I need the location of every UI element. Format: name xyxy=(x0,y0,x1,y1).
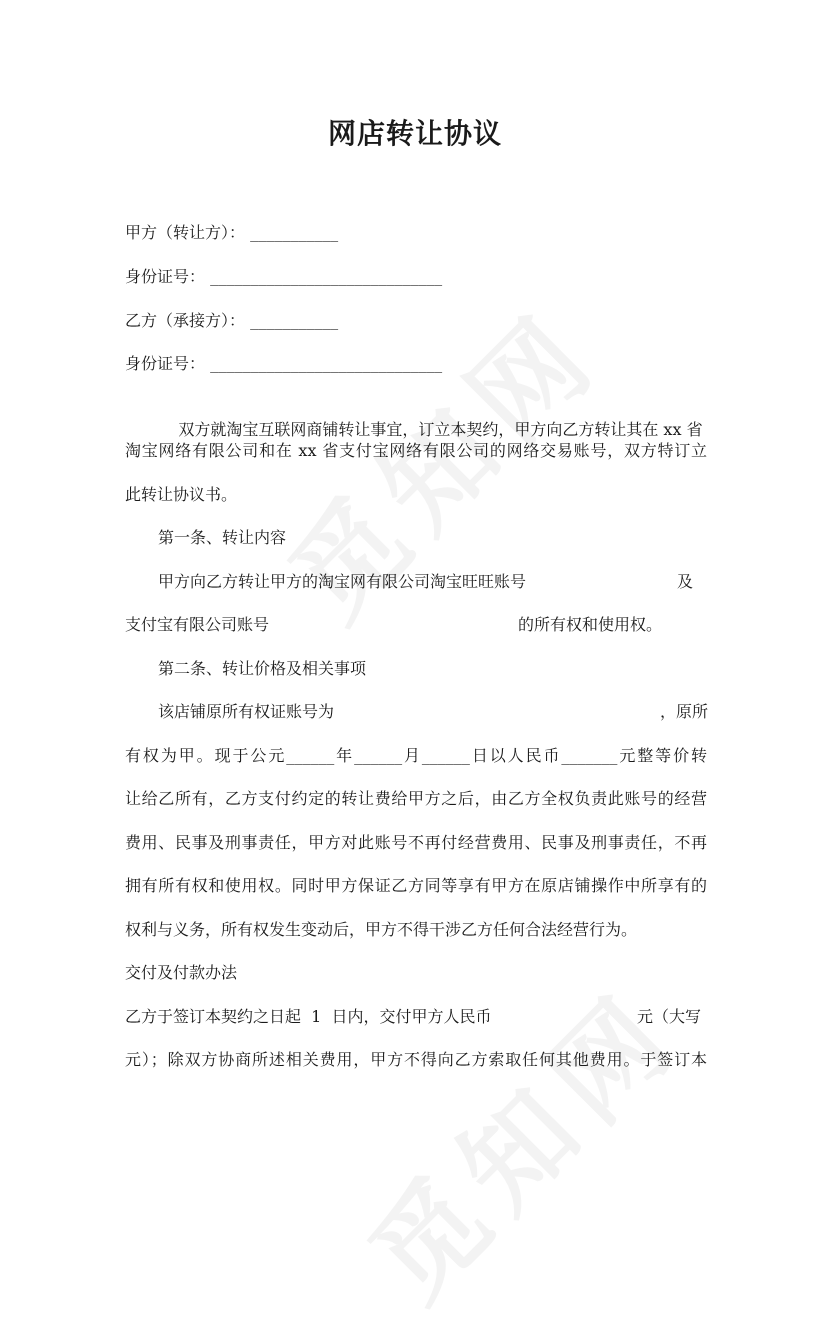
preamble-line-2: 淘宝网络有限公司和在 xx 省支付宝网络有限公司的网络交易账号，双方特订立 xyxy=(125,441,707,460)
article-2-line-1-right: ，原所 xyxy=(660,702,709,721)
article-1-line-1-right: 及 xyxy=(677,572,694,591)
article-2-line-5: 拥有所有权和使用权。同时甲方保证乙方同等享有甲方在原店铺操作中所享有的 xyxy=(125,876,707,895)
payment-heading: 交付及付款办法 xyxy=(125,963,238,982)
article-1-line-2-left: 支付宝有限公司账号 xyxy=(125,615,270,634)
preamble-line-3: 此转让协议书。 xyxy=(125,485,238,504)
article-2-line-3: 让给乙所有，乙方支付约定的转让费给甲方之后，由乙方全权负责此账号的经营 xyxy=(125,789,707,808)
article-2-heading: 第二条、转让价格及相关事项 xyxy=(158,659,367,678)
party-b-field: 乙方（承接方）： ___________ xyxy=(125,311,339,330)
payment-line-1-left: 乙方于签订本契约之日起 1 日内，交付甲方人民币 xyxy=(125,1007,492,1026)
article-1-line-1-left: 甲方向乙方转让甲方的淘宝网有限公司淘宝旺旺账号 xyxy=(158,572,527,591)
article-2-line-6: 权利与义务，所有权发生变动后，甲方不得干涉乙方任何合法经营行为。 xyxy=(125,920,638,939)
payment-line-2: 元）；除双方协商所述相关费用，甲方不得向乙方索取任何其他费用。于签订本 xyxy=(125,1050,707,1069)
article-2-line-2: 有权为甲。现于公元______年______月______日以人民币_______元整等价转 xyxy=(125,746,707,765)
party-a-field: 甲方（转让方）： ___________ xyxy=(125,223,339,242)
party-a-id-field: 身份证号： _____________________________ xyxy=(125,267,443,286)
article-1-line-2-right: 的所有权和使用权。 xyxy=(518,615,663,634)
party-b-id-field: 身份证号： _____________________________ xyxy=(125,354,443,373)
article-2-line-1-left: 该店铺原所有权证账号为 xyxy=(158,702,335,721)
article-2-line-4: 费用、民事及刑事责任，甲方对此账号不再付经营费用、民事及刑事责任，不再 xyxy=(125,833,707,852)
preamble-line-1: 双方就淘宝互联网商铺转让事宜，订立本契约，甲方向乙方转让其在 xx 省 xyxy=(178,420,703,439)
article-1-heading: 第一条、转让内容 xyxy=(158,528,287,547)
document-title: 网店转让协议 xyxy=(327,117,502,150)
payment-line-1-right: 元（大写 xyxy=(637,1007,702,1026)
